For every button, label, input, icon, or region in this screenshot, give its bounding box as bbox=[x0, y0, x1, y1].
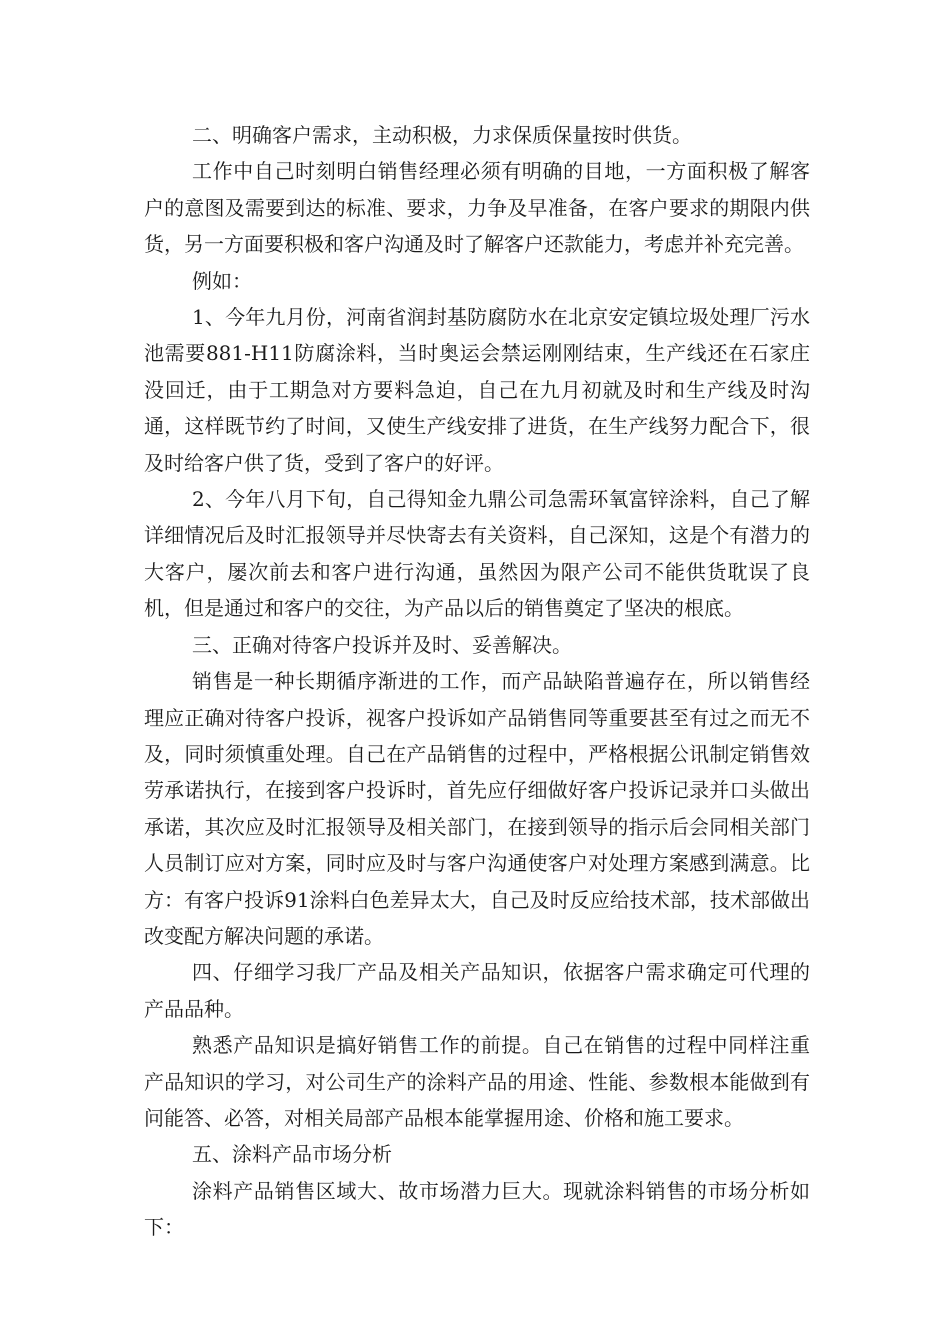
body-paragraph: 熟悉产品知识是搞好销售工作的前提。自己在销售的过程中同样注重产品知识的学习，对公司生产的涂料产品的用途、性能、参数根本能做到有问能答、必答，对相关局部产品根本能掌握用途、价格和施工要求。 bbox=[144, 1033, 810, 1130]
example-2-paragraph: 2、今年八月下旬，自己得知金九鼎公司急需环氧富锌涂料，自己了解详细情况后及时汇报领导并尽快寄去有关资料，自己深知，这是个有潜力的大客户，屡次前去和客户进行沟通，虽然因为限产公司不能供货耽误了良机，但是通过和客户的交往，为产品以后的销售奠定了坚决的根底。 bbox=[144, 487, 810, 621]
body-paragraph: 销售是一种长期循序渐进的工作，而产品缺陷普遍存在，所以销售经理应正确对待客户投诉，视客户投诉如产品销售同等重要甚至有过之而无不及，同时须慎重处理。自己在产品销售的过程中，严格根据公讯制定销售效劳承诺执行，在接到客户投诉时，首先应仔细做好客户投诉记录并口头做出承诺，其次应及时汇报领导及相关部门，在接到领导的指示后会同相关部门人员制订应对方案，同时应及时与客户沟通使客户对处理方案感到满意。比方：有客户投诉91涂料白色差异太大，自己及时反应给技术部，技术部做出改变配方解决问题的承诺。 bbox=[144, 669, 810, 948]
body-paragraph: 涂料产品销售区域大、故市场潜力巨大。现就涂料销售的市场分析如下： bbox=[144, 1178, 810, 1240]
document-body bbox=[144, 117, 810, 1246]
example-label: 例如： bbox=[192, 268, 252, 293]
heading-4: 四、仔细学习我厂产品及相关产品知识，依据客户需求确定可代理的产品品种。 bbox=[144, 960, 810, 1021]
heading-5: 五、涂料产品市场分析 bbox=[192, 1142, 392, 1167]
body-paragraph: 工作中自己时刻明白销售经理必须有明确的目地，一方面积极了解客户的意图及需要到达的标准、要求，力争及早准备，在客户要求的期限内供货，另一方面要积极和客户沟通及时了解客户还款能力，考虑并补充完善。 bbox=[144, 159, 810, 257]
heading-2: 二、明确客户需求，主动积极，力求保质保量按时供货。 bbox=[192, 123, 692, 147]
heading-3: 三、正确对待客户投诉并及时、妥善解决。 bbox=[192, 632, 572, 657]
example-1-paragraph: 1、今年九月份，河南省润封基防腐防水在北京安定镇垃圾处理厂污水池需要881-H11防腐涂料，当时奥运会禁运刚刚结束，生产线还在石家庄没回迁，由于工期急对方要料急迫，自己在九月初就及时和生产线及时沟通，这样既节约了时间，又使生产线安排了进货，在生产线努力配合下，很及时给客户供了货，受到了客户的好评。 bbox=[144, 305, 810, 475]
